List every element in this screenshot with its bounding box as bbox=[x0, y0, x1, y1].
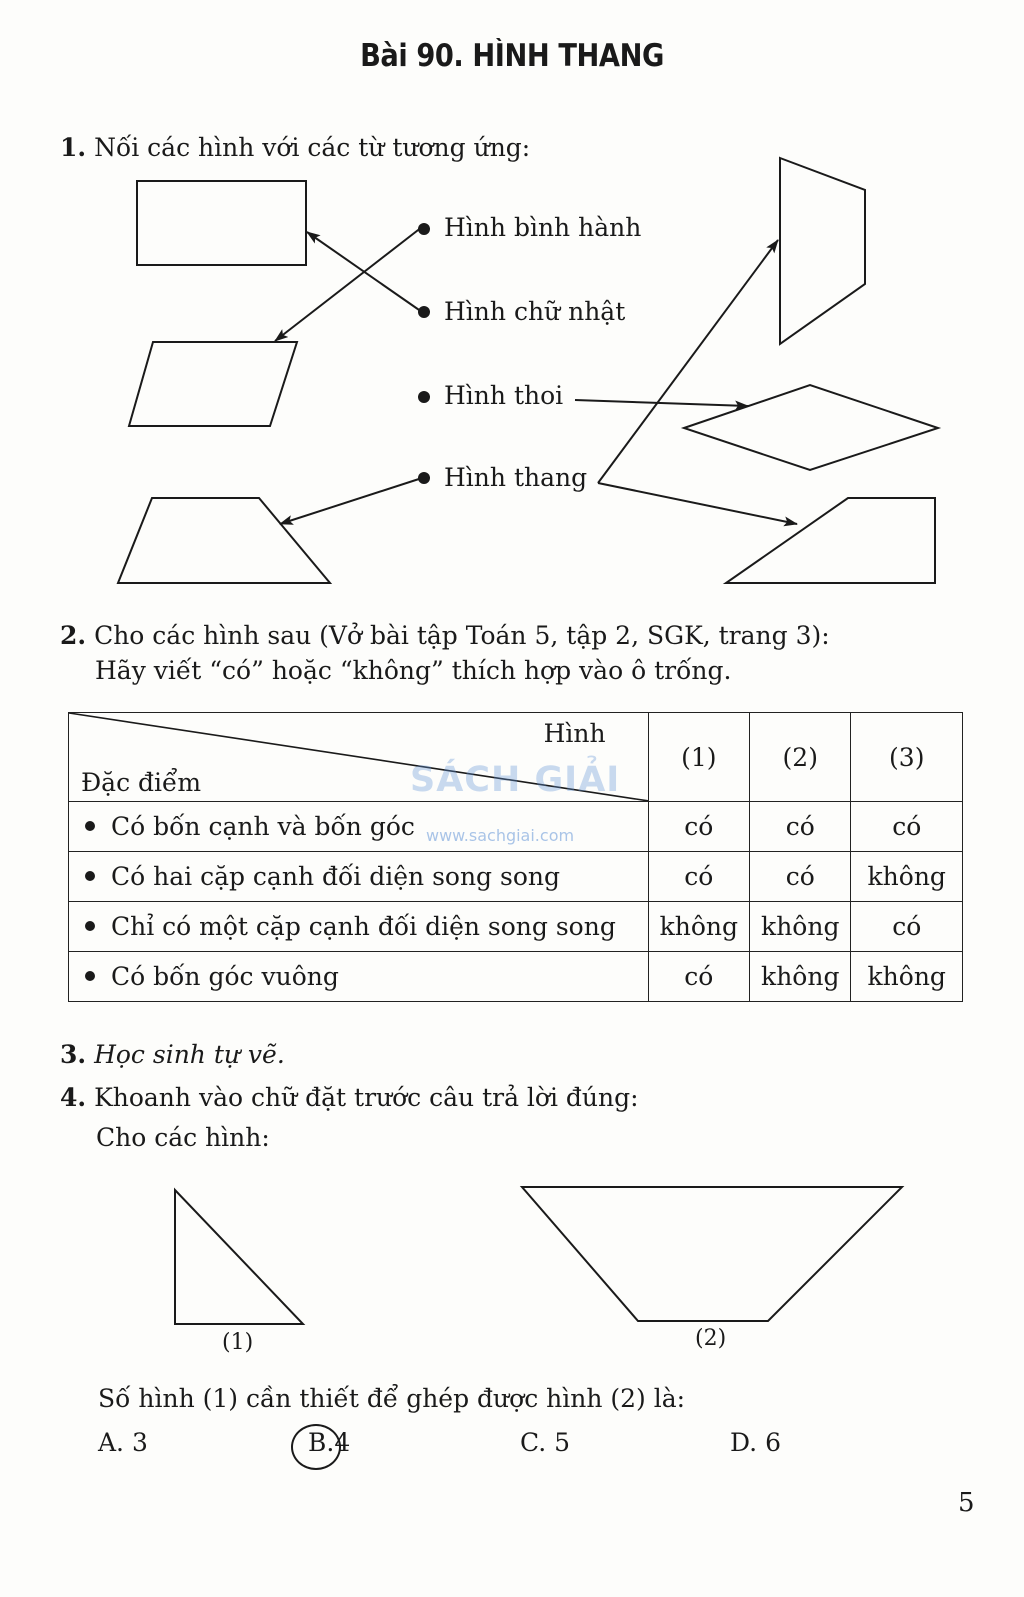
table-cell: có bbox=[851, 802, 963, 852]
q2-instruction: Hãy viết “có” hoặc “không” thích hợp vào ô trống. bbox=[95, 656, 732, 685]
page-title: Bài 90. HÌNH THANG bbox=[360, 38, 664, 74]
arrow-rhombus bbox=[575, 400, 748, 406]
watermark-brand: SÁCH GIẢI bbox=[410, 760, 621, 800]
table-cell: không bbox=[851, 852, 963, 902]
dot-chu-nhat bbox=[418, 306, 430, 318]
rhombus-shape bbox=[684, 385, 938, 470]
trapezoid-shape-left bbox=[118, 498, 330, 583]
table-cell: có bbox=[648, 952, 749, 1002]
arrow-trap-left bbox=[280, 478, 422, 524]
triangle-figure-1 bbox=[175, 1190, 303, 1324]
table-cell: có bbox=[750, 852, 851, 902]
parallelogram-shape bbox=[129, 342, 297, 426]
table-cell: có bbox=[648, 802, 749, 852]
word-thang: Hình thang bbox=[444, 463, 588, 492]
header-feature-label: Đặc điểm bbox=[81, 768, 202, 797]
q3-prompt bbox=[60, 1040, 285, 1069]
table-row bbox=[69, 852, 963, 902]
bullet-icon bbox=[85, 971, 95, 981]
trapezoid-shape-vertical bbox=[780, 158, 865, 344]
word-binh-hanh: Hình bình hành bbox=[444, 213, 642, 242]
table-cell: không bbox=[648, 902, 749, 952]
q1-text: Nối các hình với các từ tương ứng: bbox=[94, 133, 531, 162]
word-chu-nhat: Hình chữ nhật bbox=[444, 297, 626, 326]
trapezoid-figure-2 bbox=[522, 1187, 902, 1321]
q1-number: 1. bbox=[60, 133, 87, 162]
row-feature: Có hai cặp cạnh đối diện song song bbox=[111, 862, 560, 891]
dot-binh-hanh bbox=[418, 223, 430, 235]
row-feature: Chỉ có một cặp cạnh đối diện song song bbox=[111, 912, 616, 941]
page-number: 5 bbox=[958, 1488, 975, 1518]
q4-given: Cho các hình: bbox=[96, 1123, 270, 1152]
option-c: C. 5 bbox=[520, 1428, 571, 1457]
q2-number: 2. bbox=[60, 621, 87, 650]
column-header-3: (3) bbox=[851, 713, 963, 802]
table-row bbox=[69, 952, 963, 1002]
dot-thoi bbox=[418, 391, 430, 403]
q4-number: 4. bbox=[60, 1083, 87, 1112]
feature-table bbox=[68, 712, 963, 1002]
q3-number: 3. bbox=[60, 1040, 87, 1069]
table-cell: có bbox=[851, 902, 963, 952]
q3-text: Học sinh tự vẽ. bbox=[94, 1040, 285, 1069]
arrow-trap-right bbox=[598, 483, 797, 524]
table-cell: có bbox=[648, 852, 749, 902]
row-feature: Có bốn cạnh và bốn góc bbox=[111, 812, 415, 841]
bullet-icon bbox=[85, 821, 95, 831]
q2-text: Cho các hình sau (Vở bài tập Toán 5, tập 2, SGK, trang 3): bbox=[94, 621, 830, 650]
column-header-1: (1) bbox=[648, 713, 749, 802]
q2-prompt bbox=[60, 621, 830, 650]
table-cell: không bbox=[851, 952, 963, 1002]
header-shape-label: Hình bbox=[543, 719, 606, 748]
option-b: B.4 bbox=[308, 1428, 351, 1457]
q4-text: Khoanh vào chữ đặt trước câu trả lời đúng: bbox=[94, 1083, 639, 1112]
watermark-url: www.sachgiai.com bbox=[426, 826, 575, 845]
column-header-2: (2) bbox=[750, 713, 851, 802]
row-feature: Có bốn góc vuông bbox=[111, 962, 339, 991]
trapezoid-shape-right bbox=[726, 498, 935, 583]
rectangle-shape bbox=[137, 181, 306, 265]
bullet-icon bbox=[85, 921, 95, 931]
arrow-trap-vertical bbox=[598, 240, 778, 483]
word-thoi: Hình thoi bbox=[444, 381, 564, 410]
option-d: D. 6 bbox=[730, 1428, 781, 1457]
q4-prompt bbox=[60, 1083, 639, 1112]
table-cell: có bbox=[750, 802, 851, 852]
dot-thang bbox=[418, 472, 430, 484]
table-cell: không bbox=[750, 902, 851, 952]
figure-2-label: (2) bbox=[695, 1326, 727, 1351]
bullet-icon bbox=[85, 871, 95, 881]
option-a: A. 3 bbox=[98, 1428, 148, 1457]
q4-question: Số hình (1) cần thiết để ghép được hình (2) là: bbox=[98, 1384, 686, 1413]
table-row bbox=[69, 902, 963, 952]
table-cell: không bbox=[750, 952, 851, 1002]
figure-1-label: (1) bbox=[222, 1330, 254, 1355]
arrow-parallelogram bbox=[275, 227, 422, 341]
